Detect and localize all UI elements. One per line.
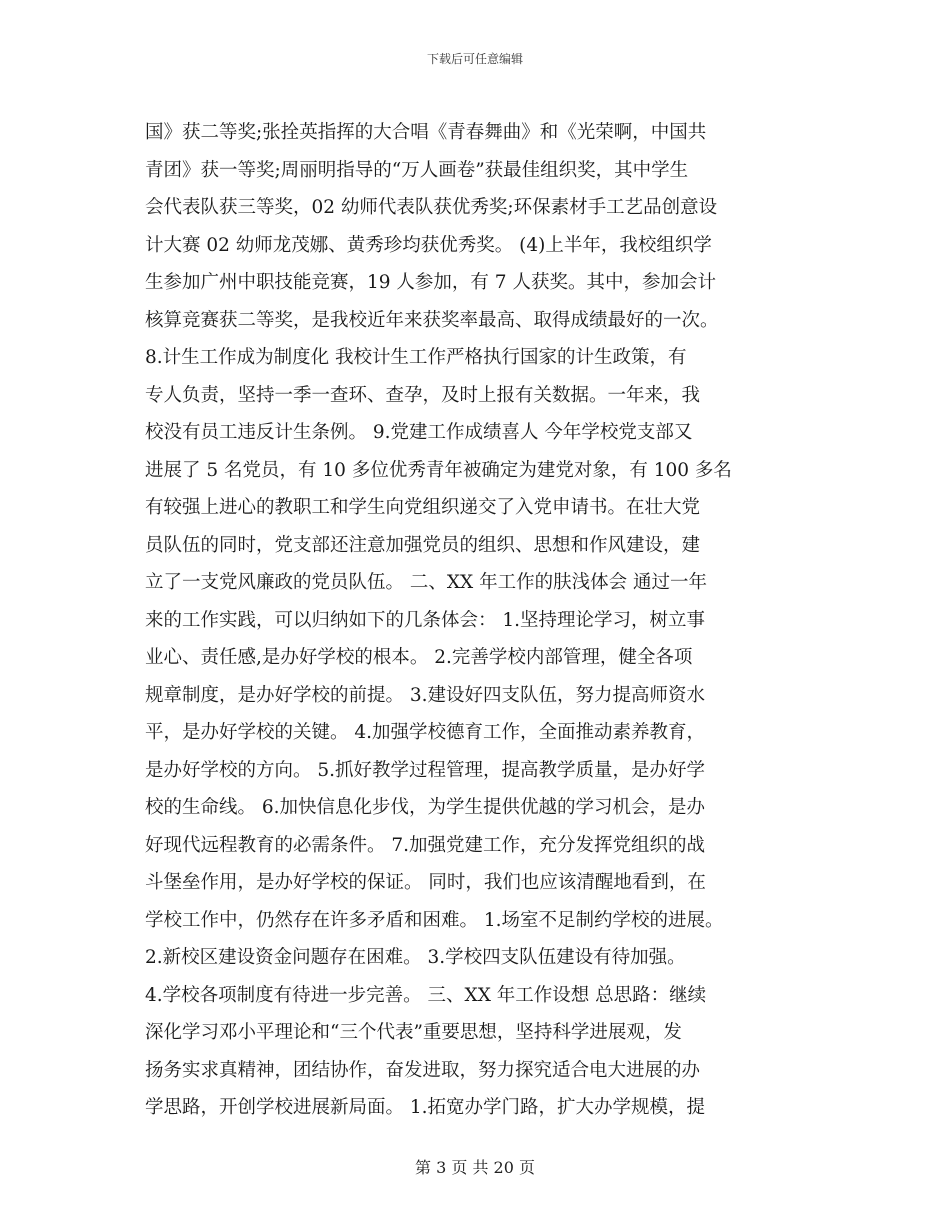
text-line: 斗堡垒作用，是办好学校的保证。 同时，我们也应该清醒地看到，在 <box>145 872 706 893</box>
page-header: 下载后可任意编辑 <box>426 52 523 66</box>
body-text <box>145 114 825 1127</box>
text-line: 2.新校区建设资金问题存在困难。 3.学校四支队伍建设有待加强。 <box>145 947 686 968</box>
text-line: 校没有员工违反计生条例。 9.党建工作成绩喜人 今年学校党支部又 <box>145 422 693 443</box>
text-line: 扬务实求真精神，团结协作，奋发进取，努力探究适合电大进展的办 <box>145 1059 701 1081</box>
text-line: 学思路，开创学校进展新局面。 1.拓宽办学门路，扩大办学规模，提 <box>145 1097 706 1118</box>
text-line: 平，是办好学校的关键。 4.加强学校德育工作，全面推动素养教育， <box>145 722 706 743</box>
text-line: 8.计生工作成为制度化 我校计生工作严格执行国家的计生政策，有 <box>145 347 687 368</box>
text-line: 学校工作中，仍然存在许多矛盾和困难。 1.场室不足制约学校的进展。 <box>145 909 724 931</box>
text-line: 会代表队获三等奖，02 幼师代表队获优秀奖;环保素材手工艺品创意设 <box>145 197 718 218</box>
text-line: 计大赛 02 幼师龙茂娜、黄秀珍均获优秀奖。 (4)上半年，我校组织学 <box>145 234 712 256</box>
text-line: 好现代远程教育的必需条件。 7.加强党建工作，充分发挥党组织的战 <box>145 834 706 856</box>
text-line: 规章制度，是办好学校的前提。 3.建设好四支队伍，努力提高师资水 <box>145 684 706 706</box>
text-line: 是办好学校的方向。 5.抓好教学过程管理，提高教学质量，是办好学 <box>145 759 706 781</box>
text-line: 4.学校各项制度有待进一步完善。 三、XX 年工作设想 总思路：继续 <box>145 984 707 1006</box>
text-line: 立了一支党风廉政的党员队伍。 二、XX 年工作的肤浅体会 通过一年 <box>145 572 707 593</box>
text-line: 进展了 5 名党员，有 10 多位优秀青年被确定为建党对象，有 100 多名 <box>145 459 732 481</box>
text-line: 有较强上进心的教职工和学生向党组织递交了入党申请书。在壮大党 <box>145 497 701 518</box>
text-line: 国》获二等奖;张拴英指挥的大合唱《青春舞曲》和《光荣啊，中国共 <box>145 122 707 143</box>
text-line: 员队伍的同时，党支部还注意加强党员的组织、思想和作风建设，建 <box>145 534 701 556</box>
text-line: 业心、责任感,是办好学校的根本。 2.完善学校内部管理，健全各项 <box>145 647 693 668</box>
text-line: 校的生命线。 6.加快信息化步伐，为学生提供优越的学习机会，是办 <box>145 797 706 818</box>
text-line: 专人负责，坚持一季一查环、查孕，及时上报有关数据。一年来，我 <box>145 384 701 406</box>
page-footer: 第 3 页 共 20 页 <box>415 1158 535 1177</box>
text-line: 生参加广州中职技能竞赛，19 人参加，有 7 人获奖。其中，参加会计 <box>145 272 716 293</box>
text-line: 来的工作实践，可以归纳如下的几条体会： 1.坚持理论学习，树立事 <box>145 609 706 631</box>
text-line: 青团》获一等奖;周丽明指导的“万人画卷”获最佳组织奖，其中学生 <box>145 159 689 181</box>
text-line: 深化学习邓小平理论和“三个代表”重要思想，坚持科学进展观，发 <box>145 1022 682 1043</box>
text-line: 核算竞赛获二等奖，是我校近年来获奖率最高、取得成绩最好的一次。 <box>145 309 719 331</box>
